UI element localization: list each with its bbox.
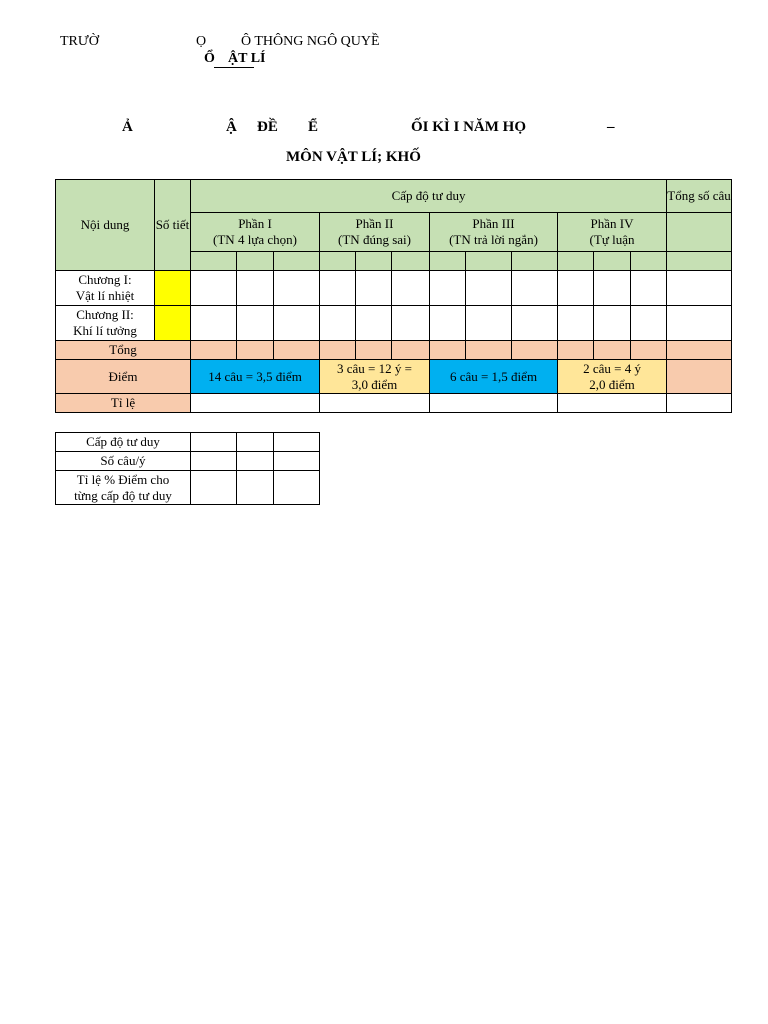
table-cell	[466, 271, 512, 306]
school-name-part1: TRƯỜ	[60, 34, 99, 49]
table-cell	[667, 306, 732, 341]
level-cell	[558, 252, 594, 271]
level-cell	[356, 252, 392, 271]
ratio-part-2	[320, 394, 430, 413]
header-total-blank	[667, 213, 732, 252]
part-1-name: Phần I	[238, 216, 272, 231]
table-cell	[274, 271, 320, 306]
table-cell	[430, 306, 466, 341]
score-part-4-line2: 2,0 điểm	[589, 376, 635, 392]
chapter-1-line2: Vật lí nhiệt	[75, 288, 135, 303]
table-cell	[191, 271, 237, 306]
table-cell	[356, 271, 392, 306]
table-cell	[512, 271, 558, 306]
score-part-1: 14 câu = 3,5 điểm	[191, 360, 320, 394]
table-cell	[274, 452, 320, 471]
part-2-desc: (TN đúng sai)	[338, 232, 411, 247]
total-cell	[237, 341, 274, 360]
level-cell	[667, 252, 732, 271]
table-cell	[191, 471, 237, 505]
score-part-2	[320, 360, 430, 394]
level-cell	[320, 252, 356, 271]
header-content: Nội dung	[56, 180, 155, 271]
header-part-3	[430, 213, 558, 252]
table-cell	[191, 433, 237, 452]
part-4-name: Phần IV	[590, 216, 634, 231]
title-fragment-2: Ậ	[226, 119, 237, 135]
table-cell	[237, 471, 274, 505]
department-part1: Ổ	[204, 51, 215, 66]
level-cell	[631, 252, 667, 271]
school-name-part3: Ô THÔNG NGÔ QUYỀ	[241, 34, 380, 49]
table-cell	[430, 271, 466, 306]
table-cell	[320, 306, 356, 341]
score-part-3: 6 câu = 1,5 điểm	[430, 360, 558, 394]
summary-row-ratio-line2: từng cấp độ tư duy	[74, 487, 172, 503]
chapter-1-label	[56, 271, 155, 306]
department-part2: ẬT LÍ	[228, 51, 266, 66]
chapter-2-label	[56, 306, 155, 341]
title-dash: –	[607, 119, 615, 135]
level-cell	[237, 252, 274, 271]
title-fragment-4: Ể	[308, 119, 319, 135]
title-subject-line: MÔN VẬT LÍ; KHỐ	[286, 149, 421, 165]
table-cell	[558, 306, 594, 341]
total-cell	[512, 341, 558, 360]
header-part-1	[191, 213, 320, 252]
level-cell	[594, 252, 631, 271]
thinking-level-summary-table	[55, 432, 320, 505]
ratio-part-1	[191, 394, 320, 413]
part-2-name: Phần II	[355, 216, 394, 231]
part-1-desc: (TN 4 lựa chọn)	[213, 232, 297, 247]
total-cell	[631, 341, 667, 360]
summary-row-level: Cấp độ tư duy	[56, 433, 191, 452]
ratio-total-cell	[667, 394, 732, 413]
header-part-2	[320, 213, 430, 252]
summary-row-count: Số câu/ý	[56, 452, 191, 471]
score-part-2-line1: 3 câu = 12 ý =	[337, 360, 412, 376]
level-cell	[430, 252, 466, 271]
table-cell	[237, 306, 274, 341]
chapter-2-periods	[155, 306, 191, 341]
summary-row-ratio	[56, 471, 191, 505]
table-cell	[512, 306, 558, 341]
score-total-cell	[667, 360, 732, 394]
level-cell	[274, 252, 320, 271]
total-cell	[594, 341, 631, 360]
table-cell	[237, 452, 274, 471]
row-score-label: Điểm	[56, 360, 191, 394]
table-cell	[191, 306, 237, 341]
level-cell	[191, 252, 237, 271]
table-cell	[667, 271, 732, 306]
total-cell	[320, 341, 356, 360]
title-fragment-1: Ả	[122, 119, 133, 135]
total-cell	[356, 341, 392, 360]
part-3-desc: (TN trả lời ngắn)	[449, 232, 538, 247]
score-part-4	[558, 360, 667, 394]
chapter-2-line1: Chương II:	[76, 307, 134, 322]
ratio-part-4	[558, 394, 667, 413]
table-cell	[237, 271, 274, 306]
table-cell	[237, 433, 274, 452]
table-cell	[191, 452, 237, 471]
level-cell	[512, 252, 558, 271]
table-cell	[392, 271, 430, 306]
part-3-name: Phần III	[472, 216, 515, 231]
total-cell	[274, 341, 320, 360]
header-part-4	[558, 213, 667, 252]
total-cell	[466, 341, 512, 360]
department-underline	[214, 67, 254, 68]
score-part-4-line1: 2 câu = 4 ý	[583, 360, 641, 376]
chapter-1-line1: Chương I:	[78, 272, 132, 287]
table-cell	[631, 271, 667, 306]
chapter-1-periods	[155, 271, 191, 306]
table-cell	[274, 306, 320, 341]
part-4-desc: (Tự luận	[589, 232, 635, 247]
total-cell	[667, 341, 732, 360]
school-name-part2: Ọ	[196, 34, 207, 49]
header-thinking-level: Cấp độ tư duy	[191, 180, 667, 213]
table-cell	[594, 271, 631, 306]
table-cell	[466, 306, 512, 341]
row-total-label: Tổng	[56, 341, 191, 360]
title-fragment-5: ỐI KÌ I NĂM HỌ	[411, 119, 527, 135]
table-cell	[392, 306, 430, 341]
row-ratio-label: Tỉ lệ	[56, 394, 191, 413]
total-cell	[430, 341, 466, 360]
table-cell	[274, 433, 320, 452]
chapter-2-line2: Khí lí tưởng	[73, 323, 137, 338]
table-cell	[356, 306, 392, 341]
table-cell	[558, 271, 594, 306]
table-cell	[594, 306, 631, 341]
score-part-2-line2: 3,0 điểm	[351, 376, 398, 392]
ratio-part-3	[430, 394, 558, 413]
total-cell	[558, 341, 594, 360]
level-cell	[466, 252, 512, 271]
total-cell	[392, 341, 430, 360]
assessment-matrix-table	[55, 179, 732, 413]
header-periods: Số tiết	[155, 180, 191, 271]
table-cell	[274, 471, 320, 505]
summary-row-ratio-line1: Tỉ lệ % Điểm cho	[76, 471, 170, 487]
table-cell	[631, 306, 667, 341]
header-total-questions: Tổng số câu	[667, 180, 732, 213]
total-cell	[191, 341, 237, 360]
table-cell	[320, 271, 356, 306]
title-fragment-3: ĐỀ	[257, 119, 278, 135]
level-cell	[392, 252, 430, 271]
